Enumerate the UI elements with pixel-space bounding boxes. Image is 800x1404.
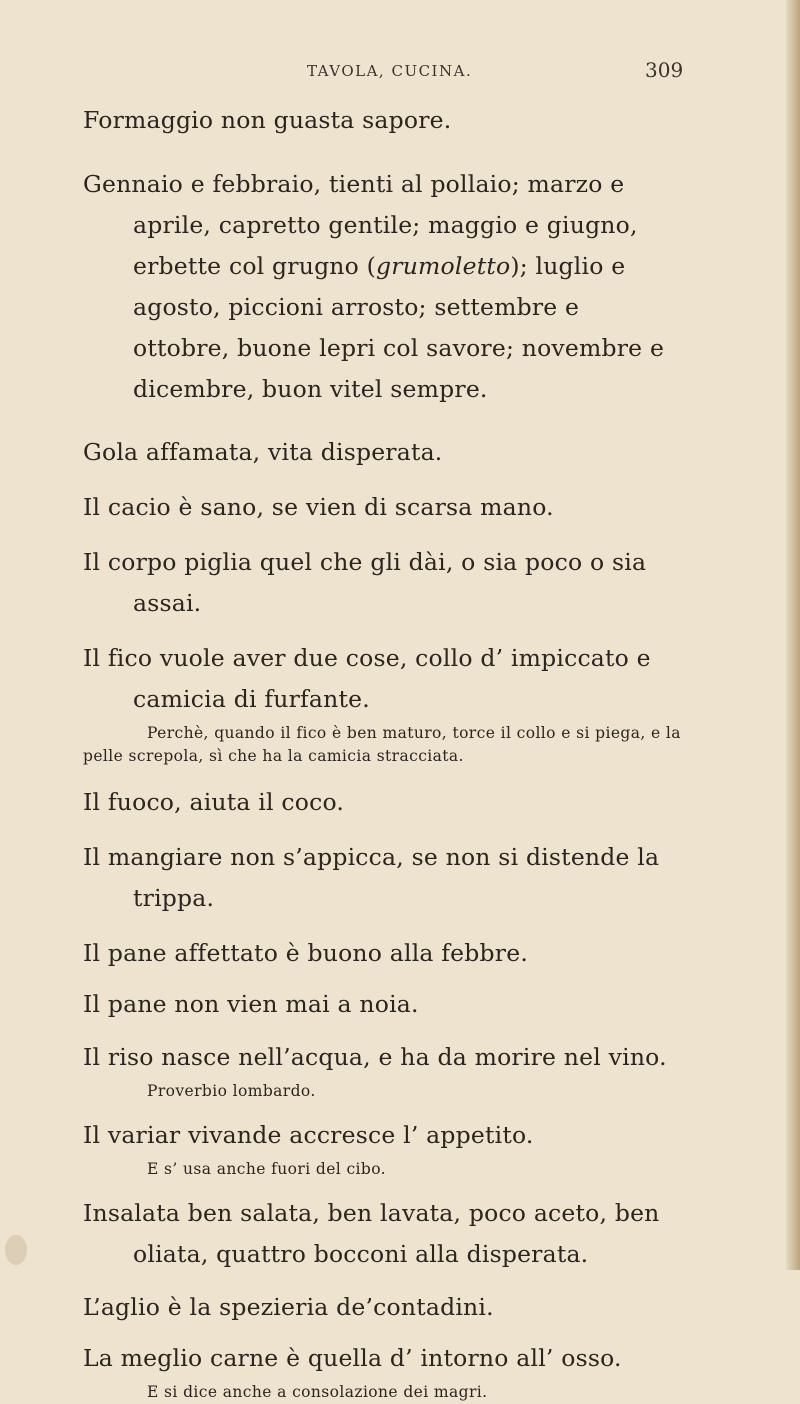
proverb-text: Gola affamata, vita disperata. (83, 438, 443, 466)
proverb-text: Insalata ben salata, ben lavata, poco aceto, ben oliata, quattro bocconi alla disperata. (83, 1199, 660, 1268)
proverb-text: Il pane non vien mai a noia. (83, 990, 419, 1018)
proverb-text (83, 164, 683, 410)
proverb-italic-word: grumoletto (376, 252, 511, 280)
proverb-entry (83, 1193, 683, 1275)
proverb-note: E s’ usa anche fuori del cibo. (147, 1160, 387, 1178)
proverb-entry (83, 782, 683, 823)
proverb-text: Il cacio è sano, se vien di scarsa mano. (83, 493, 554, 521)
page-header (0, 58, 800, 88)
proverb-entry (83, 1037, 683, 1103)
proverb-text: Il pane affettato è buono alla febbre. (83, 939, 528, 967)
proverb-text: Il fico vuole aver due cose, collo d’ impiccato e camicia di furfante. (83, 644, 651, 713)
foxing-spot (5, 1235, 27, 1265)
proverb-entry (83, 1115, 683, 1181)
proverb-entry (83, 1338, 683, 1404)
proverb-text: Il fuoco, aiuta il coco. (83, 788, 345, 816)
page-number: 309 (645, 58, 684, 82)
proverb-entry (83, 432, 683, 473)
proverb-note: Proverbio lombardo. (147, 1082, 316, 1100)
proverb-note: Perchè, quando il fico è ben maturo, torce il collo e si piega, e la pelle screpola, sì che ha la camicia stracciata. (83, 724, 681, 765)
proverb-text: Il corpo piglia quel che gli dài, o sia poco o sia assai. (83, 548, 647, 617)
proverb-entry (83, 837, 683, 919)
proverb-entry (83, 164, 683, 410)
proverb-text: La meglio carne è quella d’ intorno all’ osso. (83, 1344, 622, 1372)
proverb-entry (83, 542, 683, 624)
proverb-entry (83, 1287, 683, 1328)
proverb-text: Il variar vivande accresce l’ appetito. (83, 1121, 534, 1149)
proverb-text-part: ); luglio e agosto, piccioni arrosto; settembre e ottobre, buone lepri col savore; novembre e dicembre, buon vitel sempre. (133, 252, 665, 403)
proverb-text: Il mangiare non s’appicca, se non si distende la trippa. (83, 843, 660, 912)
proverb-text-part: Gennaio e febbraio, tienti al pollaio; marzo e aprile, capretto gentile; maggio e giugno, erbette col grugno ( (83, 170, 638, 280)
page-edge (786, 0, 800, 1270)
proverb-entry (83, 638, 683, 768)
proverb-text: L’aglio è la spezieria de’contadini. (83, 1293, 494, 1321)
proverb-entry (83, 984, 683, 1025)
running-title: TAVOLA, CUCINA. (307, 62, 473, 80)
proverb-text: Formaggio non guasta sapore. (83, 106, 452, 134)
proverb-entry (83, 933, 683, 974)
proverb-list (83, 100, 683, 1404)
proverb-text: Il riso nasce nell’acqua, e ha da morire nel vino. (83, 1043, 667, 1071)
proverb-entry (83, 487, 683, 528)
proverb-entry (83, 100, 683, 141)
proverb-note: E si dice anche a consolazione dei magri. (147, 1383, 488, 1401)
